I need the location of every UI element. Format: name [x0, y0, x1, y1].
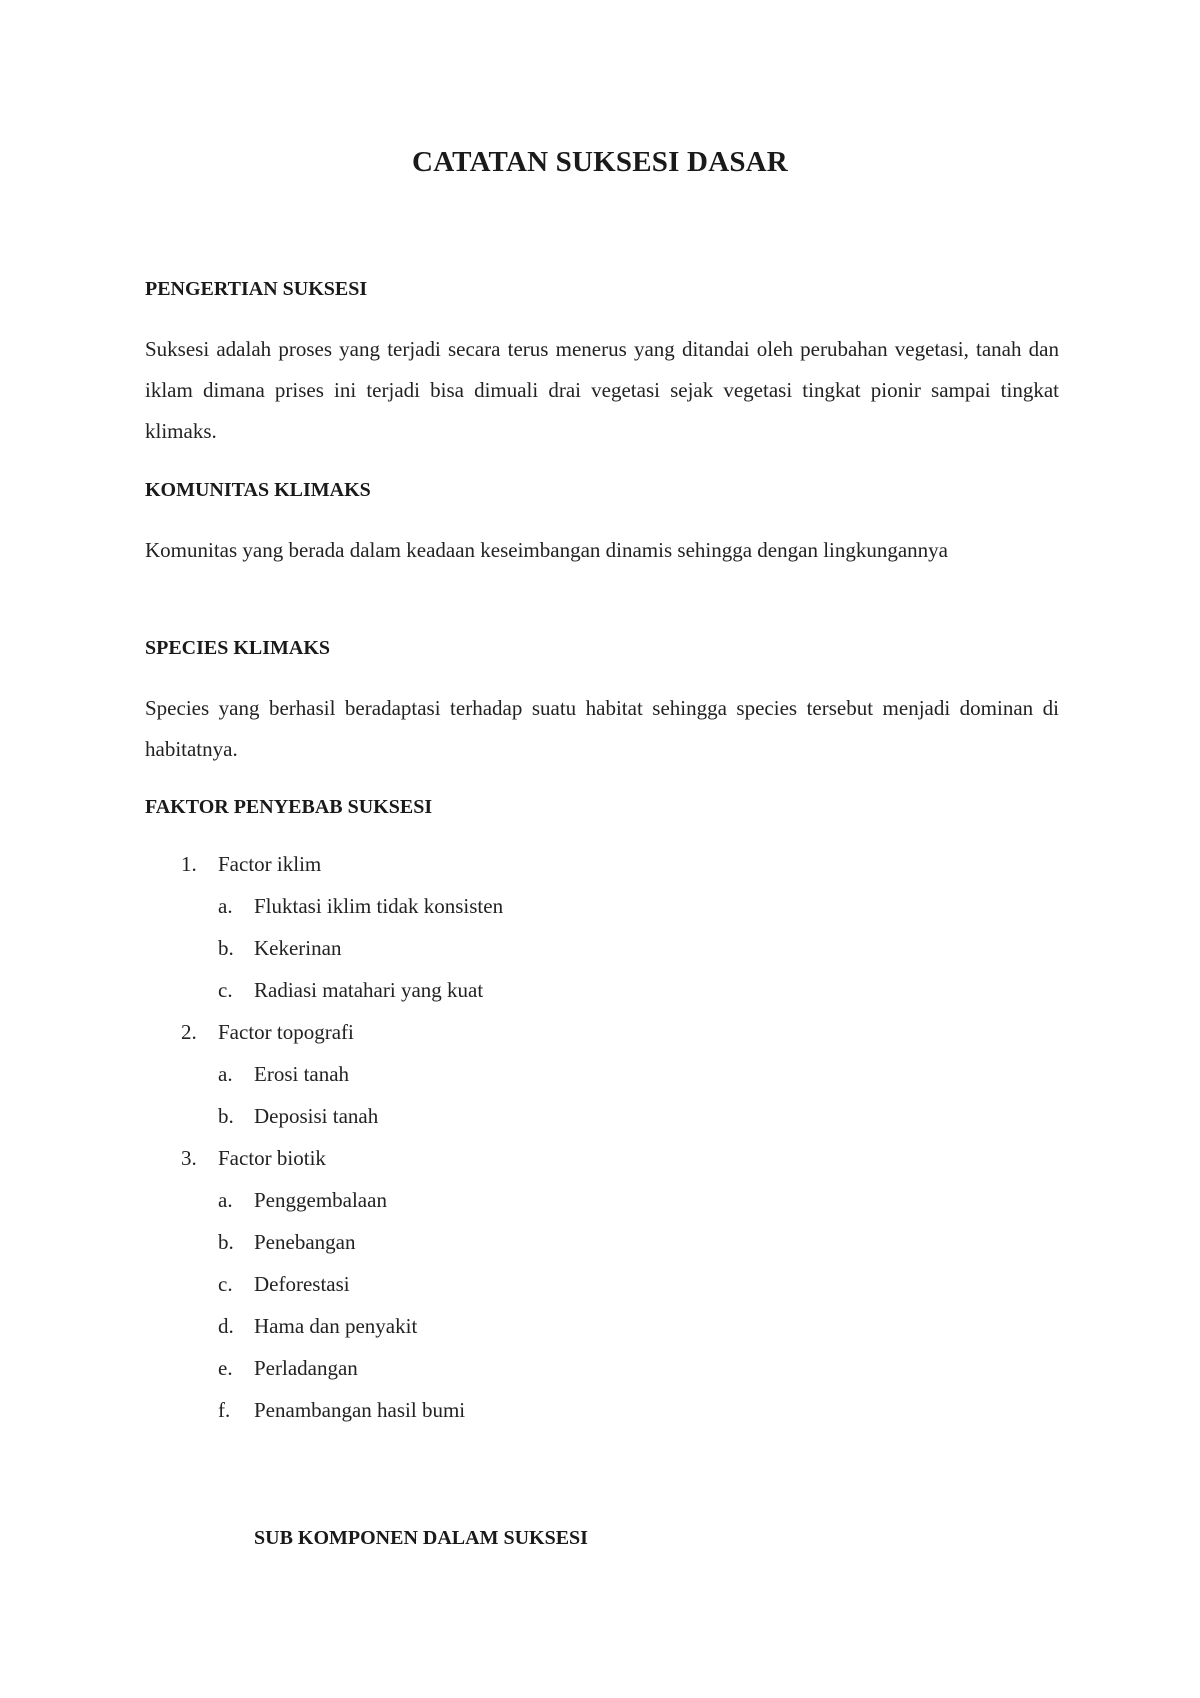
sub-list-item-label: Deposisi tanah	[254, 1104, 379, 1128]
sub-list-letter: a.	[218, 1062, 233, 1086]
document-title: CATATAN SUKSESI DASAR	[412, 146, 788, 178]
section-heading-pengertian: PENGERTIAN SUKSESI	[145, 278, 368, 300]
sub-list-letter: f.	[218, 1398, 231, 1422]
list-number: 2.	[181, 1020, 197, 1044]
list-number: 3.	[181, 1146, 197, 1170]
sub-list-letter: a.	[218, 894, 233, 918]
list-item-label: Factor biotik	[218, 1146, 326, 1170]
sub-list-item-label: Erosi tanah	[254, 1062, 350, 1086]
sub-list-item-label: Radiasi matahari yang kuat	[254, 978, 484, 1002]
sub-list-letter: d.	[218, 1314, 234, 1338]
section-heading-subkomponen: SUB KOMPONEN DALAM SUKSESI	[254, 1527, 588, 1549]
sub-list-item-label: Perladangan	[254, 1356, 358, 1380]
sub-list-letter: b.	[218, 936, 234, 960]
section-heading-species: SPECIES KLIMAKS	[145, 637, 331, 659]
section-body-species: Species yang berhasil beradaptasi terhadap suatu habitat sehingga species tersebut menjadi dominan di habitatnya.	[145, 696, 1059, 761]
sub-list-letter: c.	[218, 1272, 233, 1296]
section-heading-faktor: FAKTOR PENYEBAB SUKSESI	[145, 796, 433, 818]
list-number: 1.	[181, 852, 197, 876]
sub-list-letter: b.	[218, 1230, 234, 1254]
sub-list-letter: e.	[218, 1356, 233, 1380]
list-item-label: Factor topografi	[218, 1020, 354, 1044]
section-body-komunitas: Komunitas yang berada dalam keadaan keseimbangan dinamis sehingga dengan lingkungannya	[145, 538, 949, 562]
sub-list-item-label: Penambangan hasil bumi	[254, 1398, 466, 1422]
section-body-pengertian: Suksesi adalah proses yang terjadi secara terus menerus yang ditandai oleh perubahan vegetasi, tanah dan iklam dimana prises ini terjadi bisa dimuali drai vegetasi sejak vegetasi tingkat pionir sampai tingkat klimaks.	[145, 337, 1059, 443]
sub-list-item-label: Hama dan penyakit	[254, 1314, 418, 1338]
sub-list-letter: a.	[218, 1188, 233, 1212]
list-item-label: Factor iklim	[218, 852, 322, 876]
sub-list-item-label: Kekerinan	[254, 936, 342, 960]
sub-list-letter: c.	[218, 978, 233, 1002]
sub-list-item-label: Penebangan	[254, 1230, 356, 1254]
sub-list-item-label: Penggembalaan	[254, 1188, 387, 1212]
sub-list-letter: b.	[218, 1104, 234, 1128]
sub-list-item-label: Deforestasi	[254, 1272, 350, 1296]
section-heading-komunitas: KOMUNITAS KLIMAKS	[145, 479, 371, 501]
sub-list-item-label: Fluktasi iklim tidak konsisten	[254, 894, 504, 918]
